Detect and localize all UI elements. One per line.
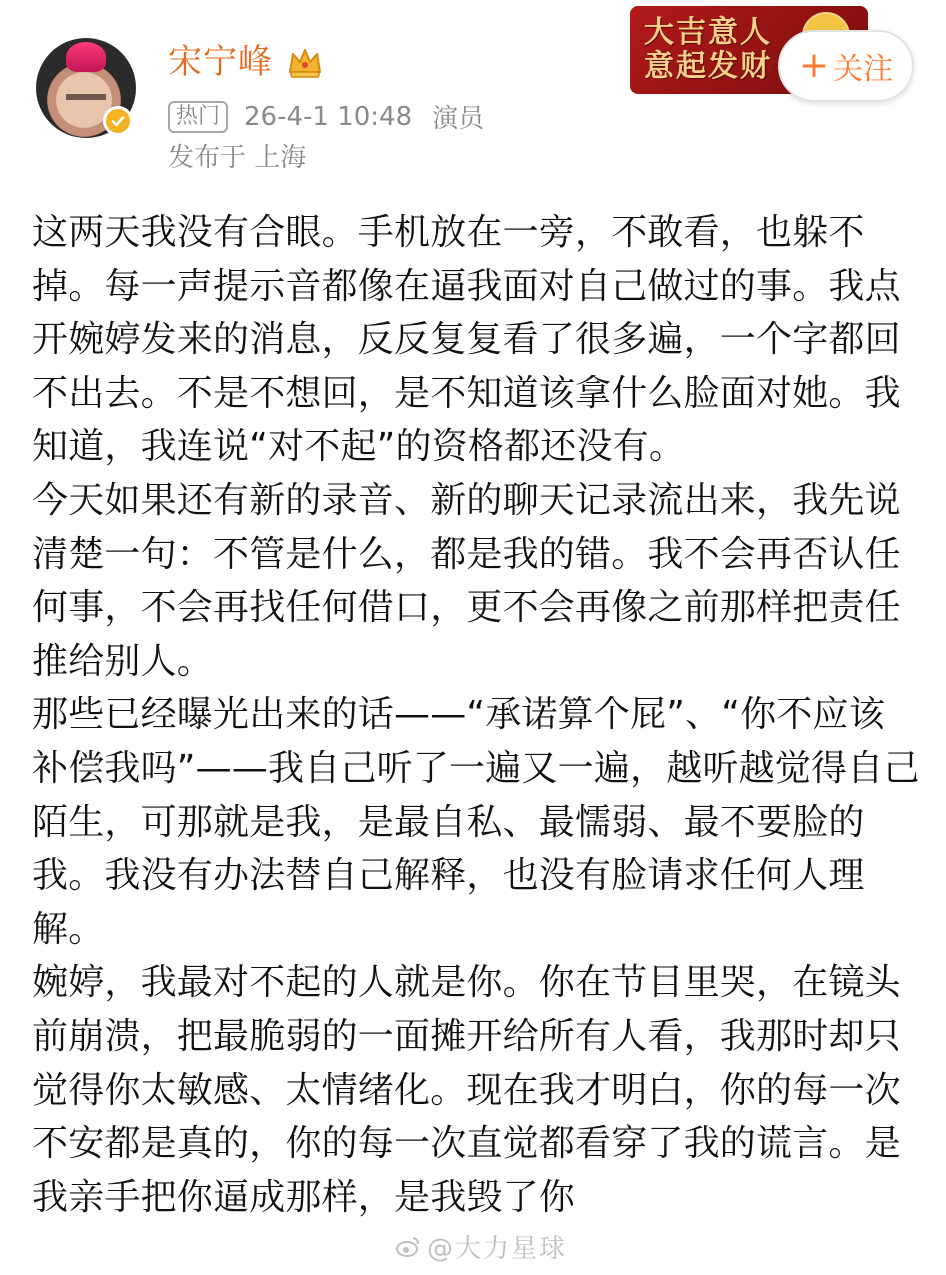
post-paragraph: 婉婷，我最对不起的人就是你。你在节目里哭，在镜头前崩溃，把最脆弱的一面摊开给所有人看，我那时却只觉得你太敏感、太情绪化。现在我才明白，你的每一次不安都是真的，你的每一次直觉都看穿了我的谎言。是我亲手把你逼成那样，是我毁了你 [32,962,901,1218]
avatar-hair [66,42,106,72]
banner-text: 大吉意人 意起发财 [644,15,772,84]
username[interactable]: 宋宁峰 [168,42,273,82]
post-location: 发布于 上海 [168,143,307,173]
follow-button[interactable] [778,30,914,102]
verified-badge-dot [106,109,130,133]
weibo-logo-icon [395,1234,421,1260]
verified-icon [103,106,133,136]
hot-badge: 热门 [168,101,228,133]
follow-label: 关注 [833,52,894,87]
watermark [395,1228,567,1265]
avatar-eyes [66,94,106,100]
plus-icon: + [798,45,830,86]
watermark-text: @大力星球 [427,1234,568,1264]
post-header [0,0,946,190]
author-role: 演员 [432,104,485,134]
username-row [168,40,325,84]
post-paragraph: 这两天我没有合眼。手机放在一旁，不敢看，也躲不掉。每一声提示音都像在逼我面对自己做过的事。我点开婉婷发来的消息，反反复复看了很多遍，一个字都回不出去。不是不想回，是不知道该拿什么脸面对她。我知道，我连说“对不起”的资格都还没有。 [32,212,901,468]
post-paragraph: 今天如果还有新的录音、新的聊天记录流出来，我先说清楚一句：不管是什么，都是我的错。我不会再否认任何事，不会再找任何借口，更不会再像之前那样把责任推给别人。 [32,479,901,682]
post-meta [168,98,484,135]
checkmark-icon [110,113,126,129]
timestamp: 26-4-1 10:48 [244,101,413,132]
post-paragraph: 那些已经曝光出来的话——“承诺算个屁”、“你不应该补偿我吗”——我自己听了一遍又一遍，越听越觉得自己陌生，可那就是我，是最自私、最懦弱、最不要脸的我。我没有办法替自己解释，也没有脸请求任何人理解。 [32,694,920,950]
crown-icon[interactable] [285,42,325,82]
post-body [32,206,920,1224]
